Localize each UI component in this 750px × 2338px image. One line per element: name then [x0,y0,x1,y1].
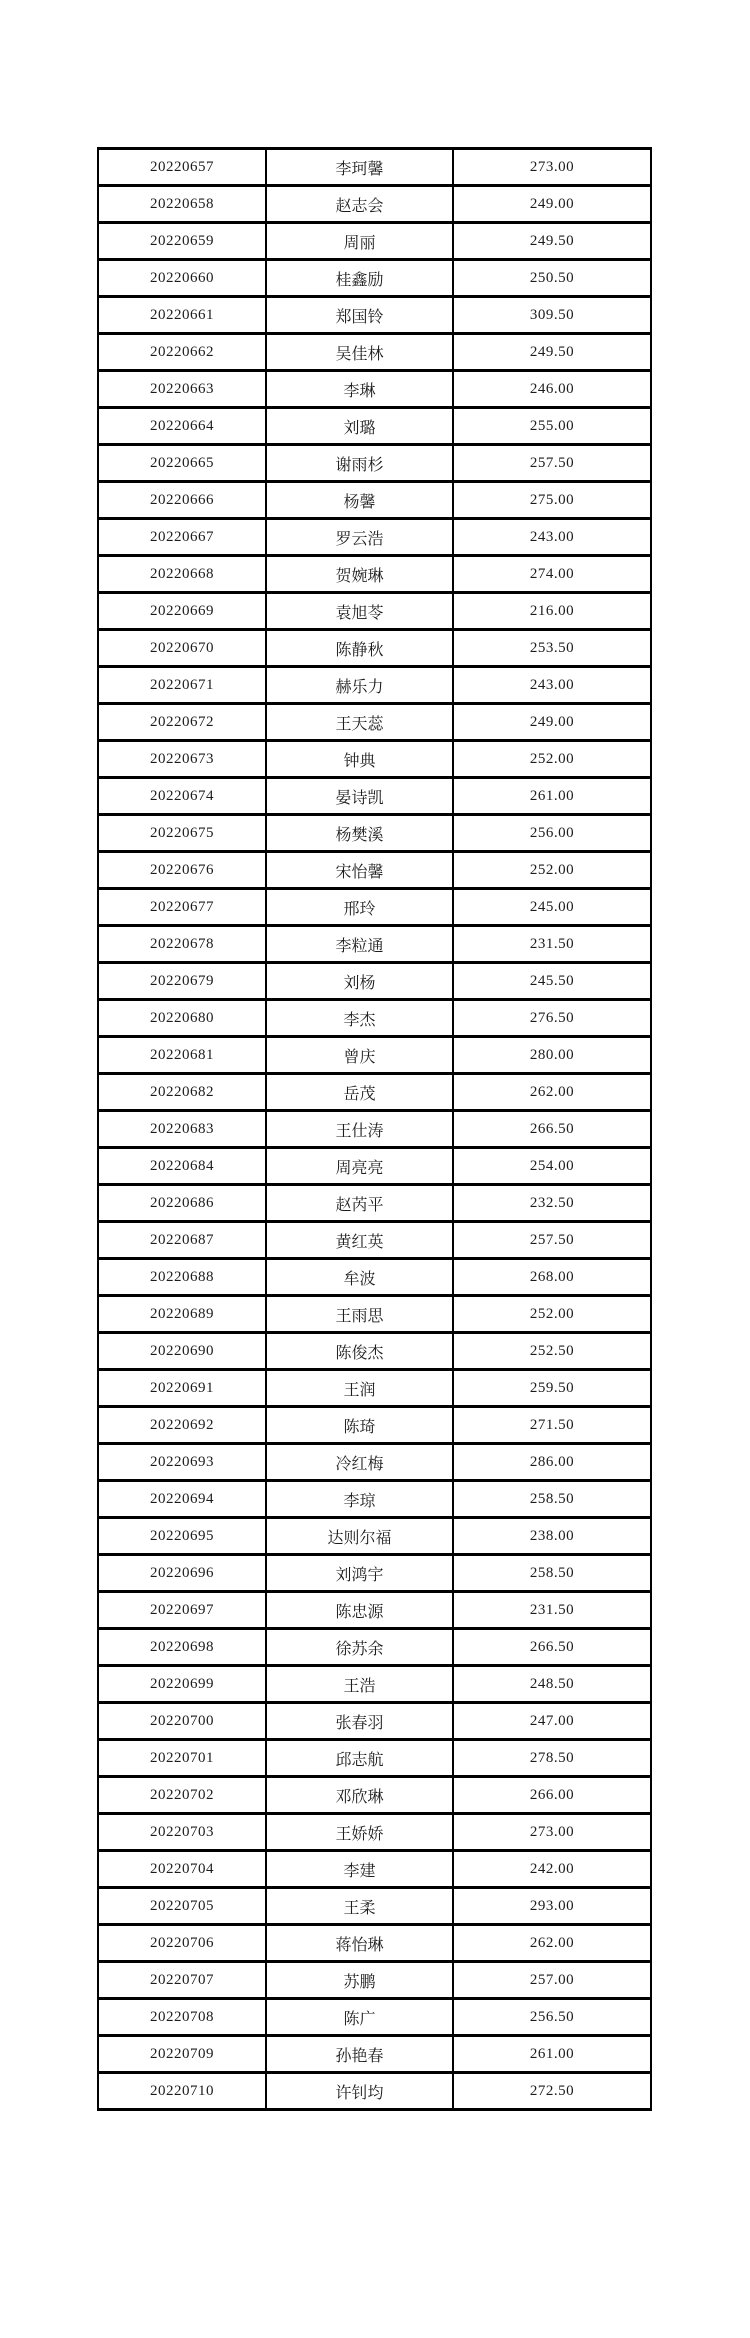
score-cell: 243.00 [453,519,651,556]
table-row [98,1296,651,1333]
exam-number-cell: 20220691 [98,1370,266,1407]
student-name-cell: 王仕涛 [266,1111,453,1148]
student-name-cell: 李琼 [266,1481,453,1518]
student-name-cell: 李建 [266,1851,453,1888]
score-cell: 257.50 [453,445,651,482]
score-cell: 257.00 [453,1962,651,1999]
student-name-cell: 宋怡馨 [266,852,453,889]
student-name-cell: 王天蕊 [266,704,453,741]
student-name-cell: 王雨思 [266,1296,453,1333]
score-cell: 232.50 [453,1185,651,1222]
exam-number-cell: 20220703 [98,1814,266,1851]
table-row [98,1185,651,1222]
score-cell: 231.50 [453,1592,651,1629]
score-cell: 247.00 [453,1703,651,1740]
student-name-cell: 李琳 [266,371,453,408]
exam-number-cell: 20220684 [98,1148,266,1185]
student-name-cell: 陈琦 [266,1407,453,1444]
score-cell: 249.50 [453,334,651,371]
student-name-cell: 赵芮平 [266,1185,453,1222]
student-name-cell: 桂鑫励 [266,260,453,297]
student-name-cell: 周丽 [266,223,453,260]
exam-number-cell: 20220676 [98,852,266,889]
score-cell: 276.50 [453,1000,651,1037]
score-cell: 254.00 [453,1148,651,1185]
table-row [98,1222,651,1259]
exam-number-cell: 20220658 [98,186,266,223]
score-cell: 255.00 [453,408,651,445]
student-name-cell: 杨馨 [266,482,453,519]
student-name-cell: 赫乐力 [266,667,453,704]
exam-number-cell: 20220690 [98,1333,266,1370]
student-name-cell: 邓欣琳 [266,1777,453,1814]
student-name-cell: 邱志航 [266,1740,453,1777]
table-row [98,704,651,741]
exam-number-cell: 20220669 [98,593,266,630]
student-name-cell: 曾庆 [266,1037,453,1074]
student-name-cell: 王浩 [266,1666,453,1703]
score-cell: 309.50 [453,297,651,334]
table-row [98,482,651,519]
exam-number-cell: 20220694 [98,1481,266,1518]
exam-number-cell: 20220706 [98,1925,266,1962]
exam-number-cell: 20220710 [98,2073,266,2110]
score-cell: 293.00 [453,1888,651,1925]
score-cell: 262.00 [453,1074,651,1111]
table-row [98,1444,651,1481]
exam-number-cell: 20220702 [98,1777,266,1814]
student-name-cell: 黄红英 [266,1222,453,1259]
exam-number-cell: 20220668 [98,556,266,593]
student-name-cell: 陈静秋 [266,630,453,667]
score-cell: 216.00 [453,593,651,630]
table-row [98,186,651,223]
table-row [98,408,651,445]
student-name-cell: 谢雨杉 [266,445,453,482]
exam-number-cell: 20220657 [98,149,266,186]
student-name-cell: 刘鸿宇 [266,1555,453,1592]
score-cell: 280.00 [453,1037,651,1074]
table-row [98,1851,651,1888]
table-row [98,1555,651,1592]
table-row [98,1999,651,2036]
score-cell: 238.00 [453,1518,651,1555]
table-row [98,1000,651,1037]
student-name-cell: 刘璐 [266,408,453,445]
exam-number-cell: 20220670 [98,630,266,667]
student-name-cell: 王润 [266,1370,453,1407]
student-name-cell: 郑国铃 [266,297,453,334]
table-row [98,2036,651,2073]
table-row [98,1074,651,1111]
exam-number-cell: 20220692 [98,1407,266,1444]
student-name-cell: 杨樊溪 [266,815,453,852]
student-name-cell: 吴佳林 [266,334,453,371]
score-table [97,147,652,2111]
table-row [98,371,651,408]
student-name-cell: 陈俊杰 [266,1333,453,1370]
table-row [98,667,651,704]
table-row [98,1703,651,1740]
student-name-cell: 冷红梅 [266,1444,453,1481]
student-name-cell: 李珂馨 [266,149,453,186]
score-cell: 256.00 [453,815,651,852]
score-cell: 252.00 [453,741,651,778]
student-name-cell: 周亮亮 [266,1148,453,1185]
table-row [98,556,651,593]
exam-number-cell: 20220698 [98,1629,266,1666]
table-row [98,1037,651,1074]
student-name-cell: 袁旭苓 [266,593,453,630]
score-cell: 249.00 [453,186,651,223]
score-cell: 261.00 [453,778,651,815]
exam-number-cell: 20220681 [98,1037,266,1074]
table-row [98,1259,651,1296]
student-name-cell: 徐苏余 [266,1629,453,1666]
table-row [98,778,651,815]
exam-number-cell: 20220661 [98,297,266,334]
exam-number-cell: 20220664 [98,408,266,445]
table-row [98,149,651,186]
score-cell: 259.50 [453,1370,651,1407]
score-cell: 275.00 [453,482,651,519]
table-row [98,741,651,778]
exam-number-cell: 20220708 [98,1999,266,2036]
exam-number-cell: 20220671 [98,667,266,704]
score-cell: 266.00 [453,1777,651,1814]
table-row [98,1925,651,1962]
exam-number-cell: 20220682 [98,1074,266,1111]
table-row [98,519,651,556]
table-row [98,1481,651,1518]
table-row [98,1518,651,1555]
exam-number-cell: 20220680 [98,1000,266,1037]
exam-number-cell: 20220693 [98,1444,266,1481]
table-row [98,630,651,667]
score-cell: 249.50 [453,223,651,260]
exam-number-cell: 20220675 [98,815,266,852]
student-name-cell: 晏诗凯 [266,778,453,815]
exam-number-cell: 20220663 [98,371,266,408]
table-row [98,1592,651,1629]
score-cell: 266.50 [453,1629,651,1666]
score-cell: 262.00 [453,1925,651,1962]
student-name-cell: 李杰 [266,1000,453,1037]
table-row [98,926,651,963]
exam-number-cell: 20220677 [98,889,266,926]
table-row [98,1333,651,1370]
score-cell: 286.00 [453,1444,651,1481]
student-name-cell: 刘杨 [266,963,453,1000]
score-cell: 257.50 [453,1222,651,1259]
exam-number-cell: 20220672 [98,704,266,741]
student-name-cell: 孙艳春 [266,2036,453,2073]
student-name-cell: 邢玲 [266,889,453,926]
table-row [98,1777,651,1814]
exam-number-cell: 20220686 [98,1185,266,1222]
student-name-cell: 贺婉琳 [266,556,453,593]
exam-number-cell: 20220700 [98,1703,266,1740]
exam-number-cell: 20220660 [98,260,266,297]
score-cell: 249.00 [453,704,651,741]
exam-number-cell: 20220688 [98,1259,266,1296]
score-cell: 252.00 [453,852,651,889]
table-row [98,963,651,1000]
table-row [98,2073,651,2110]
exam-number-cell: 20220705 [98,1888,266,1925]
exam-number-cell: 20220662 [98,334,266,371]
student-name-cell: 王柔 [266,1888,453,1925]
score-cell: 261.00 [453,2036,651,2073]
exam-number-cell: 20220665 [98,445,266,482]
exam-number-cell: 20220667 [98,519,266,556]
exam-number-cell: 20220689 [98,1296,266,1333]
student-name-cell: 钟典 [266,741,453,778]
student-name-cell: 许钊均 [266,2073,453,2110]
student-name-cell: 陈广 [266,1999,453,2036]
table-row [98,1370,651,1407]
exam-number-cell: 20220673 [98,741,266,778]
exam-number-cell: 20220696 [98,1555,266,1592]
table-row [98,445,651,482]
score-cell: 246.00 [453,371,651,408]
table-row [98,223,651,260]
exam-number-cell: 20220687 [98,1222,266,1259]
exam-number-cell: 20220704 [98,1851,266,1888]
table-row [98,1629,651,1666]
score-cell: 266.50 [453,1111,651,1148]
exam-number-cell: 20220679 [98,963,266,1000]
score-cell: 248.50 [453,1666,651,1703]
score-cell: 253.50 [453,630,651,667]
exam-number-cell: 20220666 [98,482,266,519]
student-name-cell: 达则尔福 [266,1518,453,1555]
exam-number-cell: 20220709 [98,2036,266,2073]
student-name-cell: 牟波 [266,1259,453,1296]
score-cell: 258.50 [453,1555,651,1592]
score-cell: 278.50 [453,1740,651,1777]
table-row [98,815,651,852]
exam-number-cell: 20220699 [98,1666,266,1703]
score-cell: 252.50 [453,1333,651,1370]
table-row [98,1111,651,1148]
student-name-cell: 苏鹏 [266,1962,453,1999]
exam-number-cell: 20220659 [98,223,266,260]
score-cell: 243.00 [453,667,651,704]
table-row [98,1814,651,1851]
table-row [98,1962,651,1999]
exam-number-cell: 20220678 [98,926,266,963]
table-row [98,593,651,630]
student-name-cell: 罗云浩 [266,519,453,556]
table-row [98,1666,651,1703]
student-name-cell: 李粒通 [266,926,453,963]
score-table-body [98,149,651,2110]
table-row [98,889,651,926]
student-name-cell: 张春羽 [266,1703,453,1740]
score-cell: 242.00 [453,1851,651,1888]
table-row [98,1148,651,1185]
score-cell: 245.50 [453,963,651,1000]
exam-number-cell: 20220695 [98,1518,266,1555]
student-name-cell: 陈忠源 [266,1592,453,1629]
exam-number-cell: 20220697 [98,1592,266,1629]
table-row [98,297,651,334]
student-name-cell: 王娇娇 [266,1814,453,1851]
score-cell: 273.00 [453,1814,651,1851]
score-cell: 273.00 [453,149,651,186]
score-cell: 258.50 [453,1481,651,1518]
exam-number-cell: 20220674 [98,778,266,815]
exam-number-cell: 20220683 [98,1111,266,1148]
student-name-cell: 岳茂 [266,1074,453,1111]
exam-number-cell: 20220701 [98,1740,266,1777]
table-row [98,852,651,889]
table-row [98,1740,651,1777]
exam-number-cell: 20220707 [98,1962,266,1999]
student-name-cell: 蒋怡琳 [266,1925,453,1962]
score-cell: 256.50 [453,1999,651,2036]
student-name-cell: 赵志会 [266,186,453,223]
score-cell: 274.00 [453,556,651,593]
score-cell: 245.00 [453,889,651,926]
table-row [98,260,651,297]
table-row [98,1407,651,1444]
table-row [98,334,651,371]
score-cell: 272.50 [453,2073,651,2110]
table-row [98,1888,651,1925]
score-cell: 250.50 [453,260,651,297]
score-cell: 271.50 [453,1407,651,1444]
score-cell: 231.50 [453,926,651,963]
score-cell: 268.00 [453,1259,651,1296]
score-cell: 252.00 [453,1296,651,1333]
